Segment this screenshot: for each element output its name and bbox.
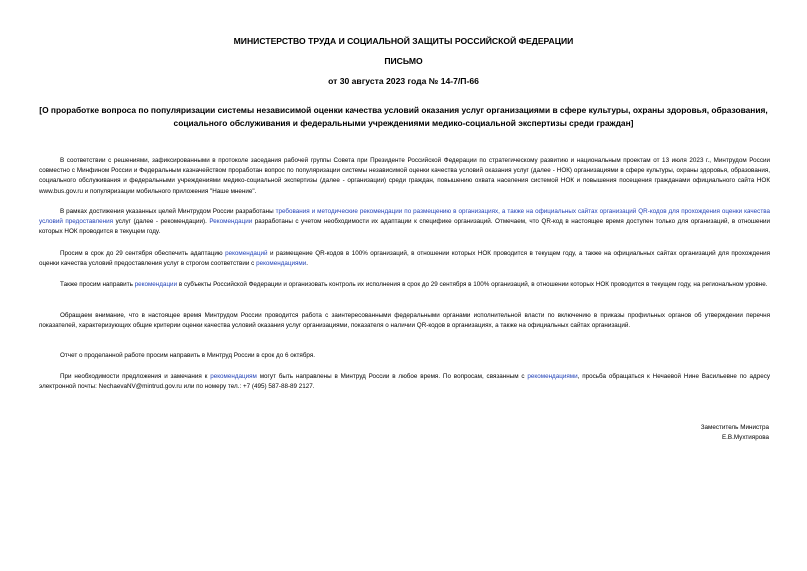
- paragraph-7-text-c: , просьба обращаться к Нечаевой Нине Васильевне по адресу электронной почты: NechaevaNV@mintrud.gov.ru или по номеру тел.: +7 (495) 587-88-89 2127.: [39, 373, 770, 391]
- paragraph-3-text-b: и размещение QR-кодов в 100% организаций, в отношении которых НОК проводится в текущем году, а также на официальных сайтах организаций для прохождения оценки качества условий предоставления услуг в строгом соответствии с: [39, 250, 770, 268]
- document-type: ПИСЬМО: [384, 56, 423, 66]
- recommendations-link[interactable]: рекомендациям: [210, 373, 257, 380]
- paragraph-3-text-a: Просим в срок до 29 сентября обеспечить адаптацию: [60, 250, 226, 257]
- paragraph-1: В соответствии с решениями, зафиксированными в протоколе заседания рабочей группы Совета при Президенте Российской Федерации по стратегическому развитию и национальным проектам от 13 июля 2023 г., Минтрудом России совместно с Минфином России и Федеральным казначейством проработан вопрос по популяризации системы независимой оценки качества условий оказания услуг (далее - НОК) организациями в сфере культуры, охраны здоровья, образования, социального обслуживания и федеральными учреждениями медико-социальной экспертизы (далее - организации) среди граждан, повышению охвата населения системой НОК и повышения посещения гражданами официального сайта НОК www.bus.gov.ru и популяризации мобильного приложения "Наше мнение".: [39, 157, 770, 195]
- ministry-heading: МИНИСТЕРСТВО ТРУДА И СОЦИАЛЬНОЙ ЗАЩИТЫ РОССИЙСКОЙ ФЕДЕРАЦИИ: [233, 36, 574, 46]
- paragraph-4-text-b: в субъекты Российской Федерации и организовать контроль их исполнения в срок до 29 сентября в 100% организаций, в отношении которых НОК проводится в текущем году, на региональном уровне.: [177, 281, 768, 288]
- recommendations-link[interactable]: рекомендации: [134, 281, 178, 288]
- paragraph-7-text-b: могут быть направлены в Минтруд России в любое время. По вопросам, связанным с: [256, 373, 528, 380]
- signatory-name: Е.В.Мухтиярова: [721, 434, 769, 441]
- recommendations-link[interactable]: рекомендаций: [225, 250, 268, 257]
- document-date-number: от 30 августа 2023 года № 14-7/П-66: [328, 76, 479, 86]
- recommendations-link[interactable]: Рекомендации: [209, 218, 253, 226]
- paragraph-3: [39, 249, 770, 269]
- paragraph-5: Обращаем внимание, что в настоящее время Минтрудом России проводится работа с заинтересованными федеральными органами исполнительной власти по включению в приказы профильных органов об утверждении перечня показателей, характеризующих общие критерии оценки качества условий оказания услуг организациями, показателя о наличии QR-кодов в организациях, а также на официальных сайтах организаций.: [39, 312, 770, 330]
- signature-block: [701, 423, 769, 443]
- paragraph-2-text-b: услуг (далее - рекомендации).: [113, 218, 210, 226]
- paragraph-2-text-c: разработаны с учетом необходимости их адаптации к специфике организаций. Отмечаем, что QR-код в настоящее время доступен только для организаций, в отношении которых НОК проводится в текущем году.: [39, 218, 770, 236]
- paragraph-4-text-a: Также просим направить: [60, 281, 135, 288]
- paragraph-2-text-a: В рамках достижения указанных целей Минтрудом России разработаны: [60, 208, 276, 215]
- paragraph-7: [39, 372, 770, 392]
- recommendations-link[interactable]: рекомендациями: [527, 373, 578, 380]
- recommendations-link[interactable]: рекомендациями: [256, 260, 307, 268]
- paragraph-2: [39, 207, 770, 238]
- signatory-position: Заместитель Министра: [700, 424, 769, 431]
- requirements-link[interactable]: требования и методические рекомендации по размещению в организациях, а также на официальных сайтах организаций QR-кодов для прохождения оценки качества условий предоставления: [39, 208, 770, 226]
- paragraph-7-text-a: При необходимости предложения и замечания к: [60, 373, 211, 380]
- paragraph-3-text-c: .: [306, 260, 309, 268]
- document-subject: [О проработке вопроса по популяризации системы независимой оценки качества условий оказания услуг организациями в сфере культуры, охраны здоровья, образования, социального обслуживания и федеральными учреждениями медико-социальной экспертизы среди граждан]: [39, 105, 768, 128]
- paragraph-6: Отчет о проделанной работе просим направить в Минтруд России в срок до 6 октября.: [60, 352, 316, 359]
- paragraph-4: [39, 280, 770, 290]
